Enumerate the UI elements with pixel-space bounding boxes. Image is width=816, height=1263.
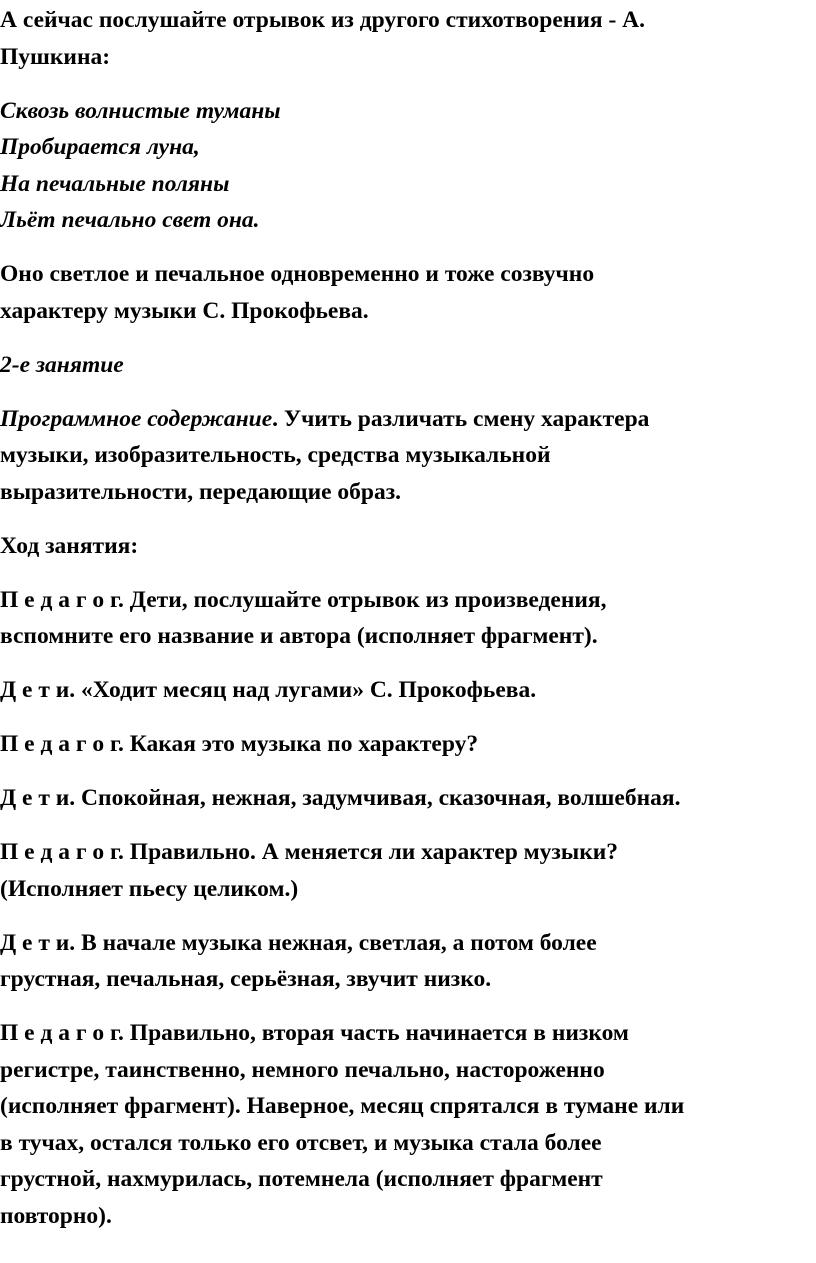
dialogue-line: вспомните его название и автора (исполняет фрагмент). [0, 623, 598, 649]
dialogue-line: П е д а г о г. Какая это музыка по характеру? [0, 731, 479, 757]
dialogue-line: повторно). [0, 1202, 112, 1229]
paragraph-gap [0, 564, 816, 582]
paragraph-gap [0, 817, 816, 835]
intro-line-2: Пушкина: [0, 43, 111, 70]
dialogue-replica [0, 925, 816, 998]
paragraph-gap [0, 998, 816, 1016]
dialogue-line: грустная, печальная, серьёзная, звучит низко. [0, 966, 492, 992]
paragraph-gap [0, 907, 816, 925]
poem-stanza [0, 93, 816, 239]
dialogue-line: П е д а г о г. Правильно, вторая часть начинается в низком [0, 1020, 629, 1046]
poem-line: Льёт печально свет она. [0, 207, 260, 233]
dialogue-line: в тучах, остался только его отсвет, и музыка стала более [0, 1129, 602, 1156]
dialogue-line: регистре, таинственно, немного печально, настороженно [0, 1056, 605, 1083]
program-line-2: музыки, изобразительность, средства музыкальной [0, 442, 551, 468]
paragraph-gap [0, 239, 816, 257]
dialogue-replica [0, 726, 816, 763]
poem-line: На печальные поляны [0, 170, 230, 197]
comment-line-1: Оно светлое и печальное одновременно и тоже созвучно [0, 261, 595, 287]
paragraph-gap [0, 510, 816, 528]
paragraph-gap [0, 383, 816, 401]
paragraph-gap [0, 329, 816, 347]
dialogue-replica [0, 672, 816, 709]
program-text: . Учить различать смену характера [272, 405, 650, 432]
dialogue-line: Д е т и. В начале музыка нежная, светлая, а потом более [0, 929, 597, 956]
dialogue-replica [0, 780, 816, 817]
program-paragraph [0, 401, 816, 511]
dialogue-line: Д е т и. «Ходит месяц над лугами» С. Прокофьева. [0, 677, 537, 703]
dialogue-line: (Исполняет пьесу целиком.) [0, 875, 299, 902]
dialogue-replica [0, 834, 816, 907]
intro-line-1: А сейчас послушайте отрывок из другого стихотворения - А. [0, 7, 646, 33]
lesson-heading: 2-е занятие [0, 351, 124, 378]
dialogue-replica [0, 1015, 816, 1234]
program-label: Программное содержание [0, 405, 273, 432]
dialogue-line: Д е т и. Спокойная, нежная, задумчивая, сказочная, волшебная. [0, 785, 681, 811]
comment-line-2: характеру музыки С. Прокофьева. [0, 297, 369, 324]
program-line-3: выразительности, передающие образ. [0, 478, 402, 505]
course-heading: Ход занятия: [0, 532, 139, 559]
dialogue-line: П е д а г о г. Дети, послушайте отрывок из произведения, [0, 586, 607, 613]
dialogue-line: грустной, нахмурилась, потемнела (исполняет фрагмент [0, 1166, 603, 1192]
poem-line: Пробирается луна, [0, 134, 200, 160]
dialogue-line: (исполняет фрагмент). Наверное, месяц спрятался в тумане или [0, 1093, 685, 1119]
paragraph-gap [0, 75, 816, 93]
dialogue-line: П е д а г о г. Правильно. А меняется ли характер музыки? [0, 839, 619, 865]
paragraph-gap [0, 709, 816, 727]
paragraph-gap [0, 655, 816, 673]
dialogue-replica [0, 582, 816, 655]
paragraph-gap [0, 763, 816, 781]
program-line-1 [0, 401, 816, 438]
poem-line: Сквозь волнистые туманы [0, 97, 281, 124]
